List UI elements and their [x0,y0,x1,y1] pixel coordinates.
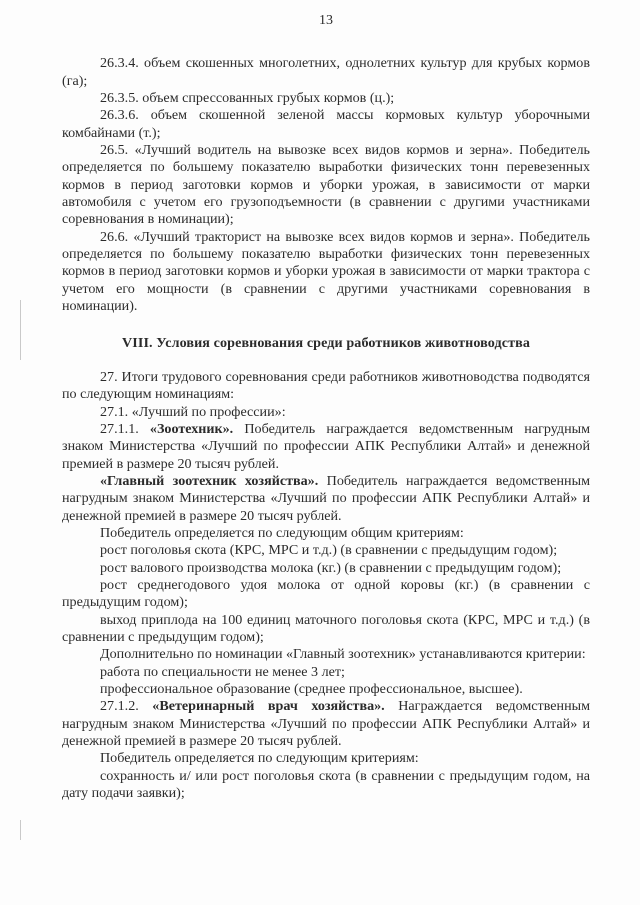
text-run: 26.3.5. объем спрессованных грубых кормов (ц.); [100,90,395,107]
page-number: 13 [319,13,333,28]
text-run: 27.1.2. [100,698,153,715]
text-run: 27.1.1. [100,420,150,437]
text-run: 26.5. «Лучший водитель на вывозке всех видов кормов и зерна». Победитель определяется по большему показателю выработки физических тонн перевезенных кормов в период заготовки кормов и уборки урожая, в зависимости от марки автомобиля с учетом его грузоподъемности (в сравнении с другими участниками соревнования в номинации); [62,142,590,228]
paragraph [62,525,590,542]
bold-text-run: «Зоотехник». [149,420,234,437]
text-run: Победитель определяется по следующим общим критериям: [100,524,464,541]
paragraph [62,664,590,681]
paragraph [62,768,590,803]
text-run: работа по специальности не менее 3 лет; [100,663,345,680]
text-run: сохранность и/ или рост поголовья скота (в сравнении с предыдущим годом, на дату подачи заявки); [62,767,590,802]
paragraph [62,421,590,473]
paragraph [62,646,590,663]
paragraph [62,750,590,767]
bold-text-run: «Ветеринарный врач хозяйства». [152,698,385,715]
text-run: рост поголовья скота (КРС, МРС и т.д.) (в сравнении с предыдущим годом); [100,542,558,559]
text-run: 27. Итоги трудового соревнования среди работников животноводства подводятся по следующим номинациям: [62,368,590,403]
text-run: Победитель определяется по следующим критериям: [100,750,419,767]
paragraph [62,542,590,559]
paragraph [62,229,590,316]
paragraph [62,681,590,698]
text-run: Победитель награждается ведомственным нагрудным знаком Министерства «Лучший по профессии АПК Республики Алтай» и денежной премией в размере 20 тысяч рублей. [62,420,590,472]
text-run: Победитель награждается ведомственным нагрудным знаком Министерства «Лучший по профессии АПК Республики Алтай» и денежной премией в размере 20 тысяч рублей. [62,472,590,524]
paragraph [62,612,590,647]
text-run: Награждается ведомственным нагрудным знаком Министерства «Лучший по профессии АПК Республики Алтай» и денежной премией в размере 20 тысяч рублей. [62,698,591,750]
paragraph [62,90,590,107]
paragraph [62,55,590,90]
text-run: 26.3.4. объем скошенных многолетних, однолетних культур для крубых кормов (га); [62,55,590,89]
paragraph [62,560,590,577]
paragraph [62,142,590,229]
text-run: 26.6. «Лучший тракторист на вывозке всех видов кормов и зерна». Победитель определяется по большему показателю выработки физических тонн перевезенных кормов в период заготовки кормов и уборки урожая в зависимости от марки трактора с учетом его мощности (в сравнении с другими участниками соревнования в номинации). [62,228,590,315]
text-run: Дополнительно по номинации «Главный зоотехник» устанавливаются критерии: [100,646,586,663]
document-body [62,55,590,802]
paragraph [62,698,590,750]
bold-text-run: «Главный зоотехник хозяйства». [100,472,319,489]
paragraph [62,107,590,142]
scan-edge-mark [20,820,21,840]
text-run: профессиональное образование (среднее профессиональное, высшее). [100,681,523,698]
text-run: 27.1. «Лучший по профессии»: [100,403,286,420]
paragraph [62,369,590,404]
text-run: рост валового производства молока (кг.) (в сравнении с предыдущим годом); [100,559,562,576]
text-run: выход приплода на 100 единиц маточного поголовья скота (КРС, МРС и т.д.) (в сравнении с предыдущим годом); [62,611,590,645]
section-heading: VIII. Условия соревнования среди работников животноводства [122,334,530,351]
scan-edge-mark [20,300,21,360]
text-run: рост среднегодового удоя молока от одной коровы (кг.) (в сравнении с предыдущим годом); [62,576,590,611]
paragraph [62,404,590,421]
paragraph [62,577,590,612]
text-run: 26.3.6. объем скошенной зеленой массы кормовых культур уборочными комбайнами (т.); [62,107,590,141]
paragraph [62,473,590,525]
